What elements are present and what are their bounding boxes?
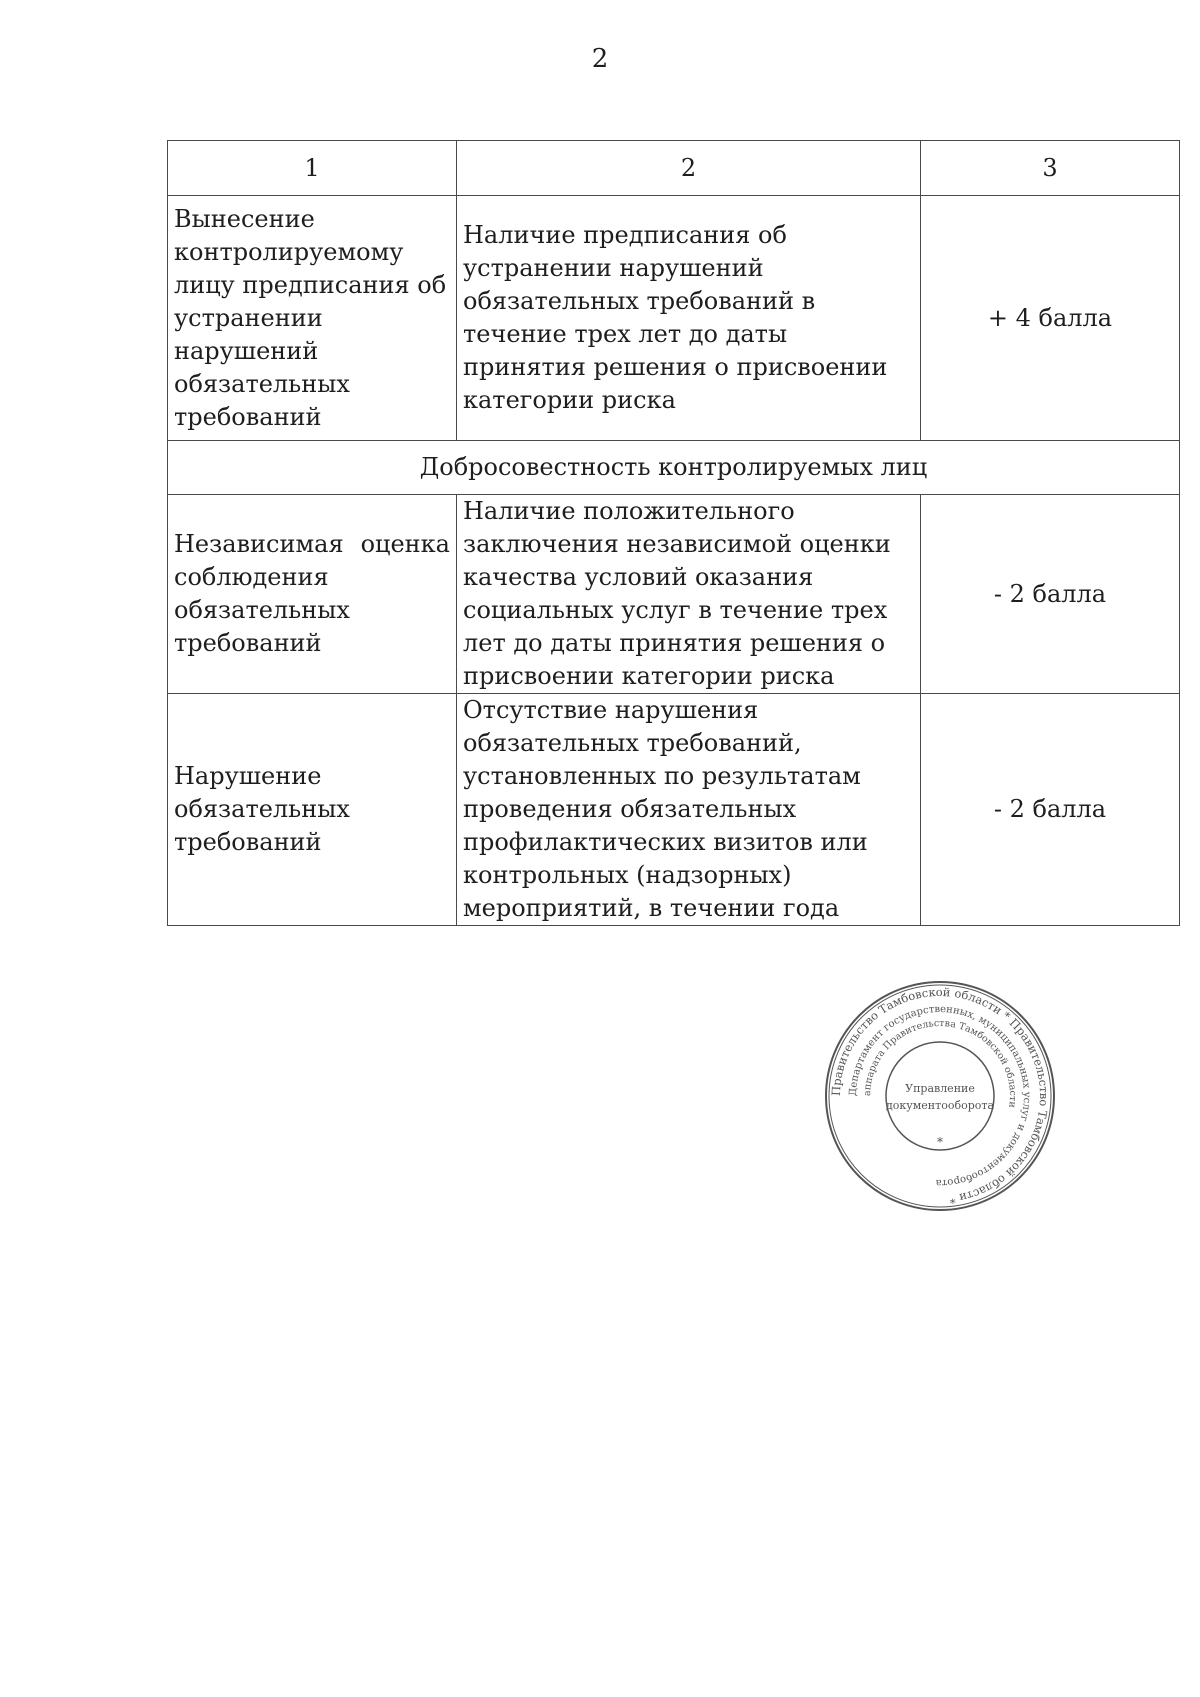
stamp-outer-border [826,982,1054,1210]
page-number: 2 [591,44,609,74]
stamp-star-icon: * [937,1135,943,1149]
stamp-outer-text-path: Правительство Тамбовской области * Правительство Тамбовской области * [828,984,1052,1207]
section-title: Добросовестность контролируемых лиц [168,441,1180,495]
table-row [168,495,1180,694]
official-stamp [822,978,1058,1214]
indicator-cell: Наличие предписания об устранении нарушений обязательных требований в течение трех лет до даты принятия решения о присвоении категории риска [457,196,921,441]
stamp-middle-text-path: Департамент государственных, муниципальных услуг и документооборота [847,1003,1033,1189]
stamp-inner-text-path: аппарата Правительства Тамбовской области [861,1017,1019,1109]
column-number-1: 1 [168,141,457,196]
stamp-center-line-1: Управление [905,1082,975,1095]
risk-criteria-table [167,140,1180,926]
criterion-cell: Независимая оценка соблюдения обязательных требований [168,495,457,694]
criterion-cell: Вынесение контролируемому лицу предписания об устранении нарушений обязательных требований [168,196,457,441]
stamp-middle-text [848,1004,1032,1188]
column-number-3: 3 [921,141,1180,196]
table-row [168,196,1180,441]
criterion-cell: Нарушение обязательных требований [168,694,457,926]
score-cell: - 2 балла [921,495,1180,694]
table-header-row [168,141,1180,196]
column-number-2: 2 [457,141,921,196]
score-cell: - 2 балла [921,694,1180,926]
stamp-center-ring [886,1042,994,1150]
score-cell: + 4 балла [921,196,1180,441]
table-row [168,694,1180,926]
indicator-cell: Наличие положительного заключения независимой оценки качества условий оказания социальных услуг в течение трех лет до даты принятия решения о присвоении категории риска [457,495,921,694]
indicator-cell: Отсутствие нарушения обязательных требований, установленных по результатам проведения обязательных профилактических визитов или контрольных (надзорных) мероприятий, в течении года [457,694,921,926]
stamp-center-line-2: документооборота [885,1099,995,1112]
section-row [168,441,1180,495]
